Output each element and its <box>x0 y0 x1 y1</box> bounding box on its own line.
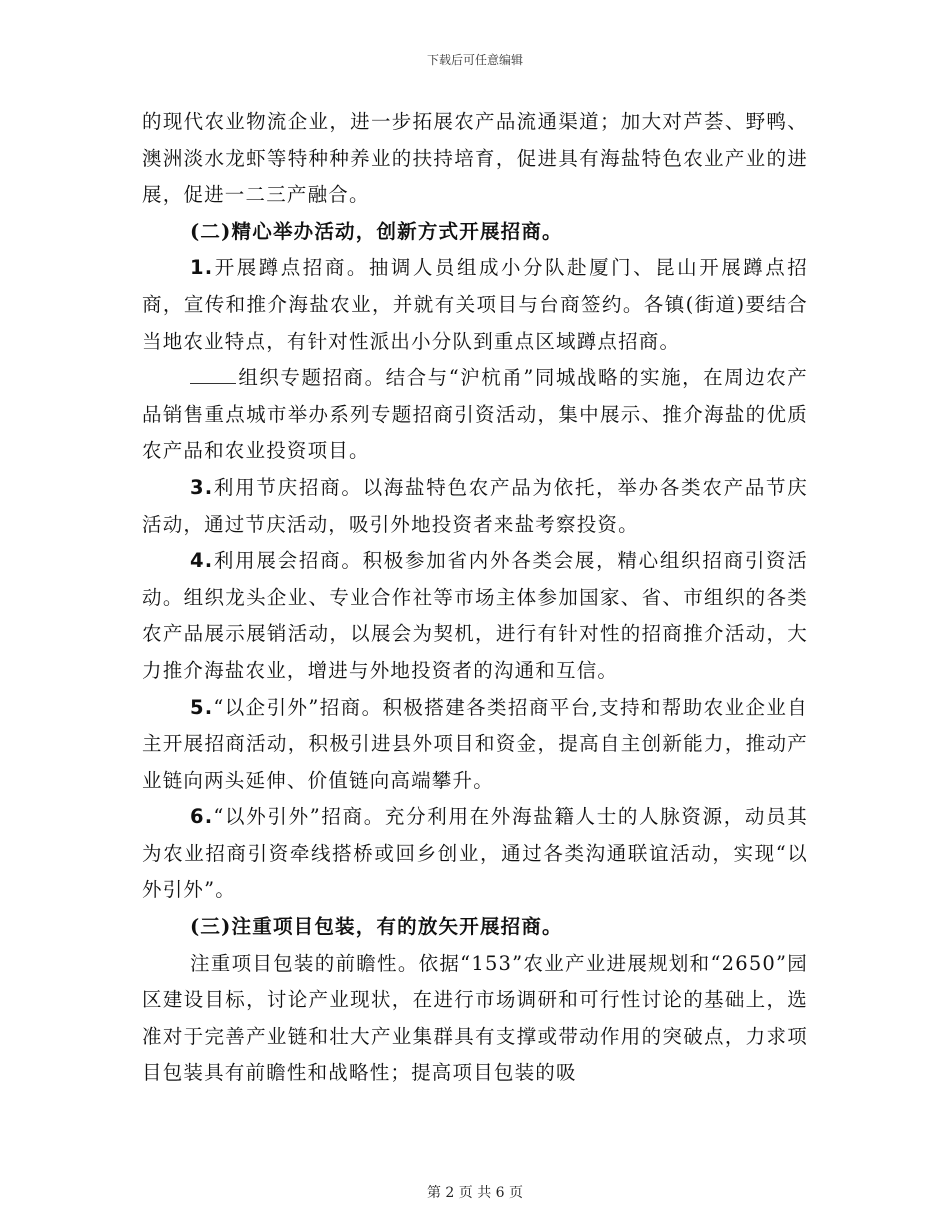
paragraph-intro: 的现代农业物流企业，进一步拓展农产品流通渠道；加大对芦荟、野鸭、澳洲淡水龙虾等特种种养业的扶持培育，促进具有海盐特色农业产业的进展，促进一二三产融合。 <box>142 110 808 207</box>
page-header-note: 下载后可任意编辑 <box>426 53 523 67</box>
list-item-text: 利用节庆招商。以海盐特色农产品为依托，举办各类农产品节庆活动，通过节庆活动，吸引外地投资者来盐考察投资。 <box>142 475 808 536</box>
list-item-3 <box>142 470 808 543</box>
list-item-number: 4. <box>190 549 214 573</box>
list-item-number: 6. <box>190 805 214 829</box>
list-item-2 <box>142 360 808 470</box>
list-item-6 <box>142 799 808 909</box>
blank-underline <box>190 365 236 384</box>
list-item-number: 3. <box>190 475 214 499</box>
list-item-text: 开展蹲点招商。抽调人员组成小分队赴厦门、昆山开展蹲点招商，宣传和推介海盐农业，并就有关项目与台商签约。各镇(街道)要结合当地农业特点，有针对性派出小分队到重点区域蹲点招商。 <box>142 256 808 353</box>
list-item-4 <box>142 543 808 689</box>
section-heading-2: (二)精心举办活动，创新方式开展招商。 <box>190 219 563 243</box>
list-item-5 <box>142 690 808 800</box>
section-heading-3: (三)注重项目包装，有的放矢开展招商。 <box>190 915 563 939</box>
list-item-text: 组织专题招商。结合与“沪杭甬”同城战略的实施，在周边农产品销售重点城市举办系列专题招商引资活动，集中展示、推介海盐的优质农产品和农业投资项目。 <box>142 366 808 463</box>
list-item-1 <box>142 250 808 360</box>
list-item-number: 1. <box>190 256 214 280</box>
list-item-text: 利用展会招商。积极参加省内外各类会展，精心组织招商引资活动。组织龙头企业、专业合作社等市场主体参加国家、省、市组织的各类农产品展示展销活动，以展会为契机，进行有针对性的招商推介活动，大力推介海盐农业，增进与外地投资者的沟通和互信。 <box>142 549 808 682</box>
list-item-number: 5. <box>190 695 214 719</box>
page-number: 第 2 页 共 6 页 <box>426 1185 524 1201</box>
list-item-text: “以外引外”招商。充分利用在外海盐籍人士的人脉资源，动员其为农业招商引资牵线搭桥或回乡创业，通过各类沟通联谊活动，实现“以外引外”。 <box>142 805 808 902</box>
document-body <box>142 104 808 1092</box>
list-item-text: “以企引外”招商。积极搭建各类招商平台,支持和帮助农业企业自主开展招商活动，积极引进县外项目和资金，提高自主创新能力，推动产业链向两头延伸、价值链向高端攀升。 <box>142 695 808 792</box>
paragraph-project-packaging: 注重项目包装的前瞻性。依据“153”农业产业进展规划和“2650”园区建设目标，讨论产业现状，在进行市场调研和可行性讨论的基础上，选准对于完善产业链和壮大产业集群具有支撑或带动作用的突破点，力求项目包装具有前瞻性和战略性；提高项目包装的吸 <box>142 951 808 1085</box>
